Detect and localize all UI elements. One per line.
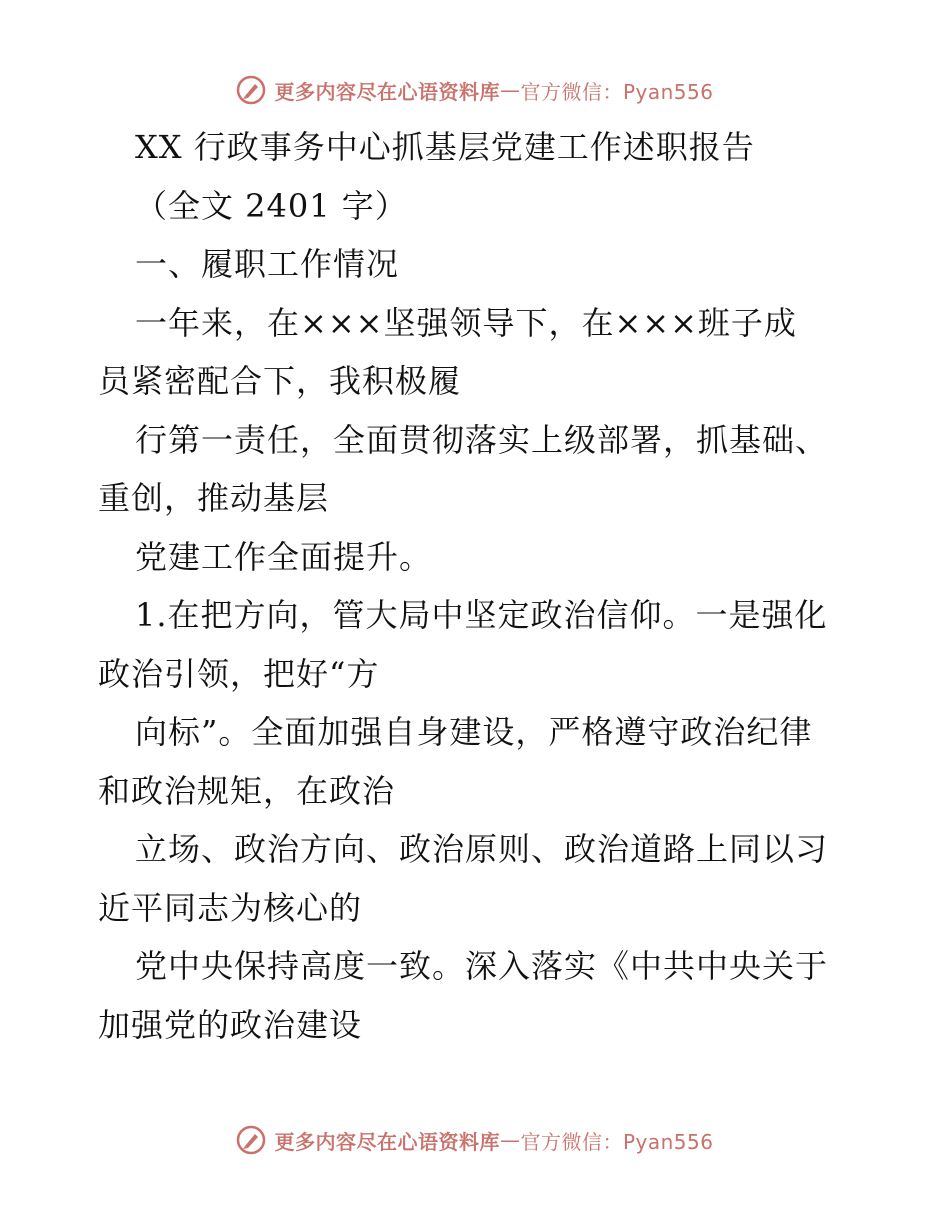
document-lines <box>98 235 858 1054</box>
header-banner <box>0 70 950 110</box>
document-subtitle: （全文 2401 字） <box>135 186 408 225</box>
paragraph-line: 重创，推动基层 <box>98 479 330 517</box>
paragraph-line: 一年来，在×××坚强领导下，在×××班子成 <box>135 303 797 342</box>
banner-separator: — <box>499 1128 521 1152</box>
document-title: XX 行政事务中心抓基层党建工作述职报告 <box>135 128 755 166</box>
paragraph-line: 加强党的政治建设 <box>98 1005 363 1044</box>
paragraph-line: 党建工作全面提升。 <box>135 537 433 576</box>
paragraph-line: 向标”。全面加强自身建设，严格遵守政治纪律 <box>135 713 813 751</box>
banner-brand-text: 更多内容尽在心语资料库 <box>274 79 500 104</box>
paragraph-line: 政治引领，把好“方 <box>98 654 380 693</box>
footer-banner <box>0 1120 950 1160</box>
document-body <box>98 118 858 1054</box>
paragraph-line: 立场、政治方向、政治原则、政治道路上同以习 <box>135 830 829 868</box>
paragraph-line: 员紧密配合下，我积极履 <box>98 362 462 400</box>
paragraph-line: 一、履职工作情况 <box>135 245 400 283</box>
banner-brand-text: 更多内容尽在心语资料库 <box>274 1129 500 1154</box>
paragraph-line: 和政治规矩，在政治 <box>98 771 396 810</box>
paragraph-line: 近平同志为核心的 <box>98 888 363 927</box>
paragraph-line: 党中央保持高度一致。深入落实《中共中央关于 <box>135 947 829 985</box>
pen-nib-icon <box>236 75 266 105</box>
banner-wechat-text: 官方微信：Pyan556 <box>520 79 714 104</box>
pen-nib-icon <box>236 1125 266 1155</box>
paragraph-line: 行第一责任，全面贯彻落实上级部署，抓基础、 <box>135 420 829 459</box>
paragraph-line: 1.在把方向，管大局中坚定政治信仰。一是强化 <box>135 596 828 634</box>
banner-separator: — <box>499 78 521 102</box>
banner-wechat-text: 官方微信：Pyan556 <box>520 1129 714 1154</box>
